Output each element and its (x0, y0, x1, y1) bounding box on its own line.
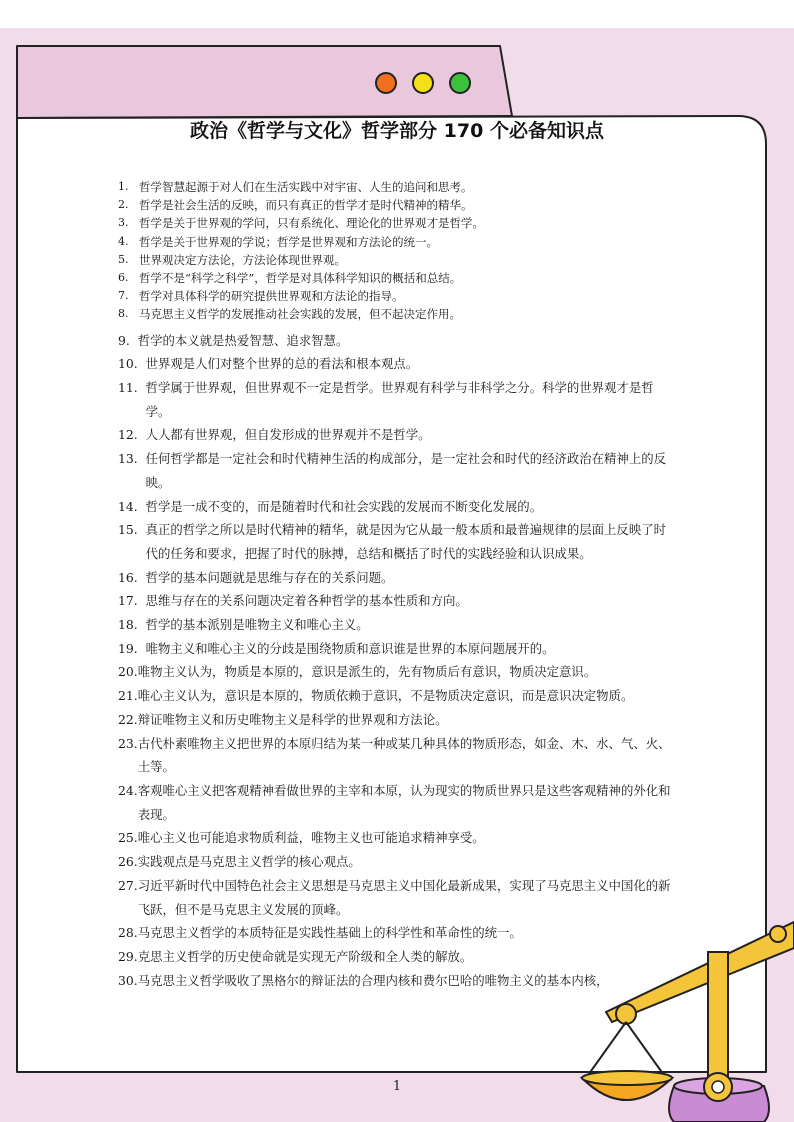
list-item (118, 589, 678, 613)
knowledge-points (118, 178, 678, 992)
item-text: 马克思主义哲学吸收了黑格尔的辩证法的合理内核和费尔巴哈的唯物主义的基本内核， (137, 972, 609, 988)
item-number: 6. (118, 271, 129, 285)
item-text: 客观唯心主义把客观精神看做世界的主宰和本原，认为现实的物质世界只是这些客观精神的外化和表现。 (137, 782, 671, 822)
item-number: 22. (118, 711, 138, 727)
item-text: 人人都有世界观，但自发形成的世界观并不是哲学。 (145, 427, 431, 443)
item-text: 思维与存在的关系问题决定着各种哲学的基本性质和方向。 (145, 593, 468, 609)
item-text: 哲学不是“科学之科学”，哲学是对具体科学知识的概括和总结。 (139, 271, 462, 286)
list-item (118, 287, 678, 305)
item-text: 哲学对具体科学的研究提供世界观和方法论的指导。 (139, 289, 404, 304)
item-number: 4. (118, 234, 129, 248)
list-item (118, 329, 678, 353)
list-item (118, 826, 678, 850)
item-number: 11. (118, 380, 146, 396)
list-item (118, 613, 678, 637)
numbered-list-compact (118, 178, 678, 324)
list-item (118, 660, 678, 684)
item-text: 唯物主义认为，物质是本原的，意识是派生的，先有物质后有意识，物质决定意识。 (137, 664, 597, 680)
item-number: 10. (118, 356, 146, 372)
item-number: 21. (118, 688, 138, 704)
item-text: 哲学的基本派别是唯物主义和唯心主义。 (145, 617, 369, 633)
list-item (118, 708, 678, 732)
item-text: 马克思主义哲学的发展推动社会实践的发展，但不起决定作用。 (139, 307, 461, 322)
item-number: 24. (118, 782, 138, 798)
item-text: 唯心主义也可能追求物质利益，唯物主义也可能追求精神享受。 (137, 830, 485, 846)
list-item (118, 732, 678, 779)
list-item (118, 495, 678, 519)
item-text: 辩证唯物主义和历史唯物主义是科学的世界观和方法论。 (137, 711, 448, 727)
list-item (118, 637, 678, 661)
list-item (118, 178, 678, 196)
list-item (118, 251, 678, 269)
item-text: 哲学的本义就是热爱智慧、追求智慧。 (137, 332, 349, 348)
list-item (118, 447, 678, 494)
item-number: 20. (118, 664, 138, 680)
list-item (118, 850, 678, 874)
item-number: 27. (118, 877, 138, 893)
window-dot-yellow (412, 72, 434, 94)
item-number: 15. (118, 522, 146, 538)
item-text: 唯心主义认为，意识是本原的，物质依赖于意识，不是物质决定意识，而是意识决定物质。 (137, 688, 634, 704)
item-number: 5. (118, 252, 129, 266)
list-item (118, 214, 678, 232)
list-item (118, 305, 678, 323)
list-item (118, 269, 678, 287)
window-dot-orange (375, 72, 397, 94)
item-number: 9. (118, 332, 138, 348)
item-text: 哲学是关于世界观的学问，只有系统化、理论化的世界观才是哲学。 (139, 216, 484, 231)
item-text: 世界观是人们对整个世界的总的看法和根本观点。 (145, 356, 419, 372)
item-text: 真正的哲学之所以是时代精神的精华，就是因为它从最一般本质和最普遍规律的层面上反映了时代的任务和要求，把握了时代的脉搏，总结和概括了时代的实践经验和认识成果。 (145, 522, 666, 561)
item-text: 哲学属于世界观，但世界观不一定是哲学。世界观有科学与非科学之分。科学的世界观才是哲学。 (145, 380, 654, 419)
page-number: 1 (392, 1079, 402, 1094)
item-number: 26. (118, 854, 138, 870)
window-dot-green (449, 72, 471, 94)
item-number: 2. (118, 198, 129, 212)
item-number: 25. (118, 830, 138, 846)
item-text: 哲学是一成不变的，而是随着时代和社会实践的发展而不断变化发展的。 (145, 498, 543, 514)
item-number: 7. (118, 289, 129, 303)
list-item (118, 423, 678, 447)
item-text: 哲学智慧起源于对人们在生活实践中对宇宙、人生的追问和思考。 (139, 180, 473, 194)
list-item (118, 352, 678, 376)
item-text: 古代朴素唯物主义把世界的本原归结为某一种或某几种具体的物质形态，如金、木、水、气、火、土等。 (137, 735, 671, 775)
item-text: 哲学的基本问题就是思维与存在的关系问题。 (145, 569, 394, 585)
page-title: 政治《哲学与文化》哲学部分 170 个必备知识点 (190, 120, 604, 142)
list-item (118, 779, 678, 826)
item-number: 16. (118, 569, 146, 585)
list-item (118, 196, 678, 214)
list-item (118, 376, 678, 423)
list-item (118, 684, 678, 708)
balance-scale-icon (578, 882, 794, 1122)
item-number: 17. (118, 593, 146, 609)
item-number: 29. (118, 948, 138, 964)
item-number: 1. (118, 180, 129, 193)
item-text: 实践观点是马克思主义哲学的核心观点。 (137, 854, 361, 870)
item-number: 8. (118, 307, 129, 321)
item-text: 习近平新时代中国特色社会主义思想是马克思主义中国化最新成果，实现了马克思主义中国化的新飞跃，但不是马克思主义发展的顶峰。 (137, 877, 671, 917)
item-number: 3. (118, 216, 129, 230)
item-text: 马克思主义哲学的本质特征是实践性基础上的科学性和革命性的统一。 (137, 925, 522, 941)
list-item (118, 566, 678, 590)
item-number: 13. (118, 451, 146, 467)
item-text: 唯物主义和唯心主义的分歧是围绕物质和意识谁是世界的本原问题展开的。 (145, 640, 555, 656)
item-text: 哲学是关于世界观的学说；哲学是世界观和方法论的统一。 (139, 234, 438, 249)
item-number: 30. (118, 972, 138, 988)
item-number: 28. (118, 925, 138, 941)
item-number: 18. (118, 617, 146, 633)
item-number: 19. (118, 640, 146, 656)
item-text: 世界观决定方法论，方法论体现世界观。 (139, 252, 346, 267)
list-item (118, 233, 678, 251)
item-number: 23. (118, 735, 138, 751)
item-text: 克思主义哲学的历史使命就是实现无产阶级和全人类的解放。 (137, 948, 473, 964)
item-text: 哲学是社会生活的反映，而只有真正的哲学才是时代精神的精华。 (139, 198, 473, 213)
list-item (118, 518, 678, 565)
item-number: 12. (118, 427, 146, 443)
item-number: 14. (118, 498, 146, 514)
item-text: 任何哲学都是一定社会和时代精神生活的构成部分，是一定社会和时代的经济政治在精神上的反映。 (145, 451, 666, 490)
